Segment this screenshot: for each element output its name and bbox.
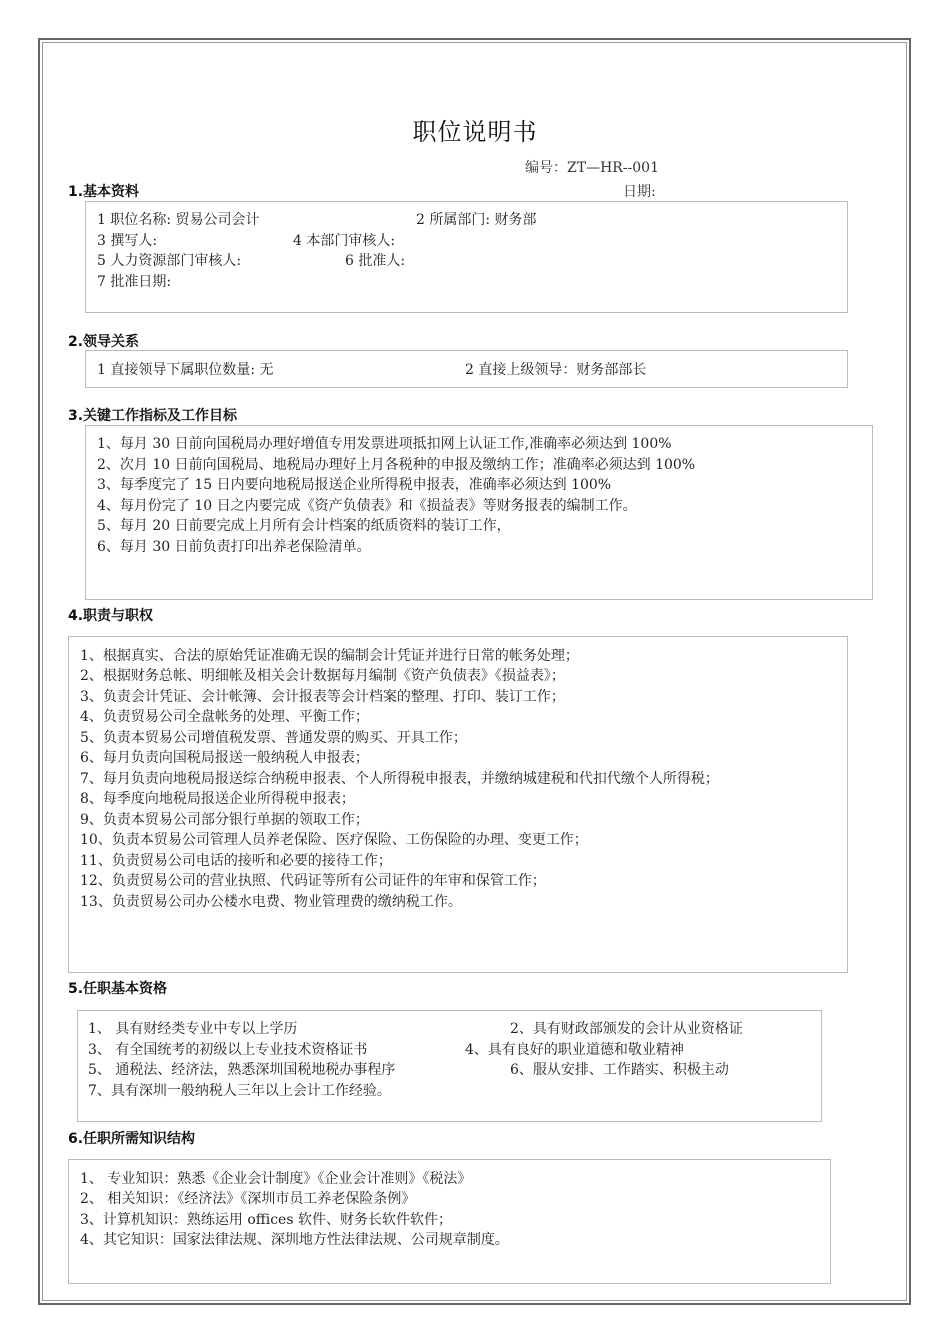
basic-item-writer: 3 撰写人: <box>97 233 158 249</box>
kpi-item: 1、每月 30 日前向国税局办理好增值专用发票进项抵扣网上认证工作,准确率必须达到 100% <box>97 436 672 452</box>
section-heading-qualifications: 5.任职基本资格 <box>68 981 168 997</box>
kpi-item: 2、次月 10 日前向国税局、地税局办理好上月各税种的申报及缴纳工作；准确率必须达到 100% <box>97 457 696 473</box>
basic-item-approver: 6 批准人: <box>345 253 406 269</box>
qualification-item: 2、具有财政部颁发的会计从业资格证 <box>510 1021 743 1037</box>
duty-item: 5、负责本贸易公司增值税发票、普通发票的购买、开具工作； <box>80 730 467 746</box>
page-title: 职位说明书 <box>412 118 538 146</box>
section-heading-duties: 4.职责与职权 <box>68 608 154 624</box>
qualification-item: 7、具有深圳一般纳税人三年以上会计工作经验。 <box>88 1083 391 1099</box>
kpi-item: 3、每季度完了 15 日内要向地税局报送企业所得税申报表，准确率必须达到 100% <box>97 477 612 493</box>
duty-item: 6、每月负责向国税局报送一般纳税人申报表； <box>80 750 369 766</box>
basic-item-department: 2 所属部门: 财务部 <box>416 212 537 228</box>
section-heading-kpi: 3.关键工作指标及工作目标 <box>68 408 238 424</box>
duty-item: 7、每月负责向地税局报送综合纳税申报表、个人所得税申报表，并缴纳城建税和代扣代缴个人所得税； <box>80 771 719 787</box>
duty-item: 11、负责贸易公司电话的接听和必要的接待工作； <box>80 853 392 869</box>
duty-item: 4、负责贸易公司全盘帐务的处理、平衡工作； <box>80 709 369 725</box>
basic-item-approval-date: 7 批准日期: <box>97 274 172 290</box>
qualification-item: 6、服从安排、工作踏实、积极主动 <box>510 1062 729 1078</box>
basic-item-hr-reviewer: 5 人力资源部门审核人: <box>97 253 242 269</box>
kpi-item: 4、每月份完了 10 日之内要完成《资产负债表》和《损益表》等财务报表的编制工作。 <box>97 498 637 514</box>
qualification-item: 1、 具有财经类专业中专以上学历 <box>88 1021 298 1037</box>
duty-item: 8、每季度向地税局报送企业所得税申报表； <box>80 791 355 807</box>
section-heading-leadership: 2.领导关系 <box>68 334 140 350</box>
knowledge-item: 2、 相关知识：《经济法》《深圳市员工养老保险条例》 <box>80 1191 416 1207</box>
date-label: 日期: <box>623 184 656 200</box>
duty-item: 2、根据财务总帐、明细帐及相关会计数据每月编制《资产负债表》《损益表》； <box>80 668 565 684</box>
basic-item-dept-reviewer: 4 本部门审核人: <box>293 233 396 249</box>
kpi-item: 5、每月 20 日前要完成上月所有会计档案的纸质资料的装订工作， <box>97 518 511 534</box>
duty-item: 13、负责贸易公司办公楼水电费、物业管理费的缴纳税工作。 <box>80 894 462 910</box>
section-heading-knowledge: 6.任职所需知识结构 <box>68 1131 196 1147</box>
basic-item-position-name: 1 职位名称: 贸易公司会计 <box>97 212 260 228</box>
qualification-item: 4、具有良好的职业道德和敬业精神 <box>465 1042 684 1058</box>
kpi-item: 6、每月 30 日前负责打印出养老保险清单。 <box>97 539 371 555</box>
qualification-item: 3、 有全国统考的初级以上专业技术资格证书 <box>88 1042 368 1058</box>
duty-item: 1、根据真实、合法的原始凭证准确无误的编制会计凭证并进行日常的帐务处理； <box>80 648 579 664</box>
qualification-item: 5、 通税法、经济法，熟悉深圳国税地税办事程序 <box>88 1062 396 1078</box>
duty-item: 9、负责本贸易公司部分银行单据的领取工作； <box>80 812 369 828</box>
document-number: 编号：ZT—HR--001 <box>525 160 659 176</box>
duty-item: 12、负责贸易公司的营业执照、代码证等所有公司证件的年审和保管工作； <box>80 873 546 889</box>
knowledge-item: 4、其它知识：国家法律法规、深圳地方性法律法规、公司规章制度。 <box>80 1232 509 1248</box>
knowledge-item: 1、 专业知识：熟悉《企业会计制度》《企业会计准则》《税法》 <box>80 1171 472 1187</box>
duty-item: 3、负责会计凭证、会计帐簿、会计报表等会计档案的整理、打印、装订工作； <box>80 689 565 705</box>
knowledge-item: 3、计算机知识：熟练运用 offices 软件、财务长软件软件； <box>80 1212 452 1228</box>
leadership-item-supervisor: 2 直接上级领导：财务部部长 <box>465 362 647 378</box>
duty-item: 10、负责本贸易公司管理人员养老保险、医疗保险、工伤保险的办理、变更工作； <box>80 832 588 848</box>
section-heading-basic: 1.基本资料 <box>68 184 140 200</box>
leadership-item-subordinates: 1 直接领导下属职位数量: 无 <box>97 362 274 378</box>
